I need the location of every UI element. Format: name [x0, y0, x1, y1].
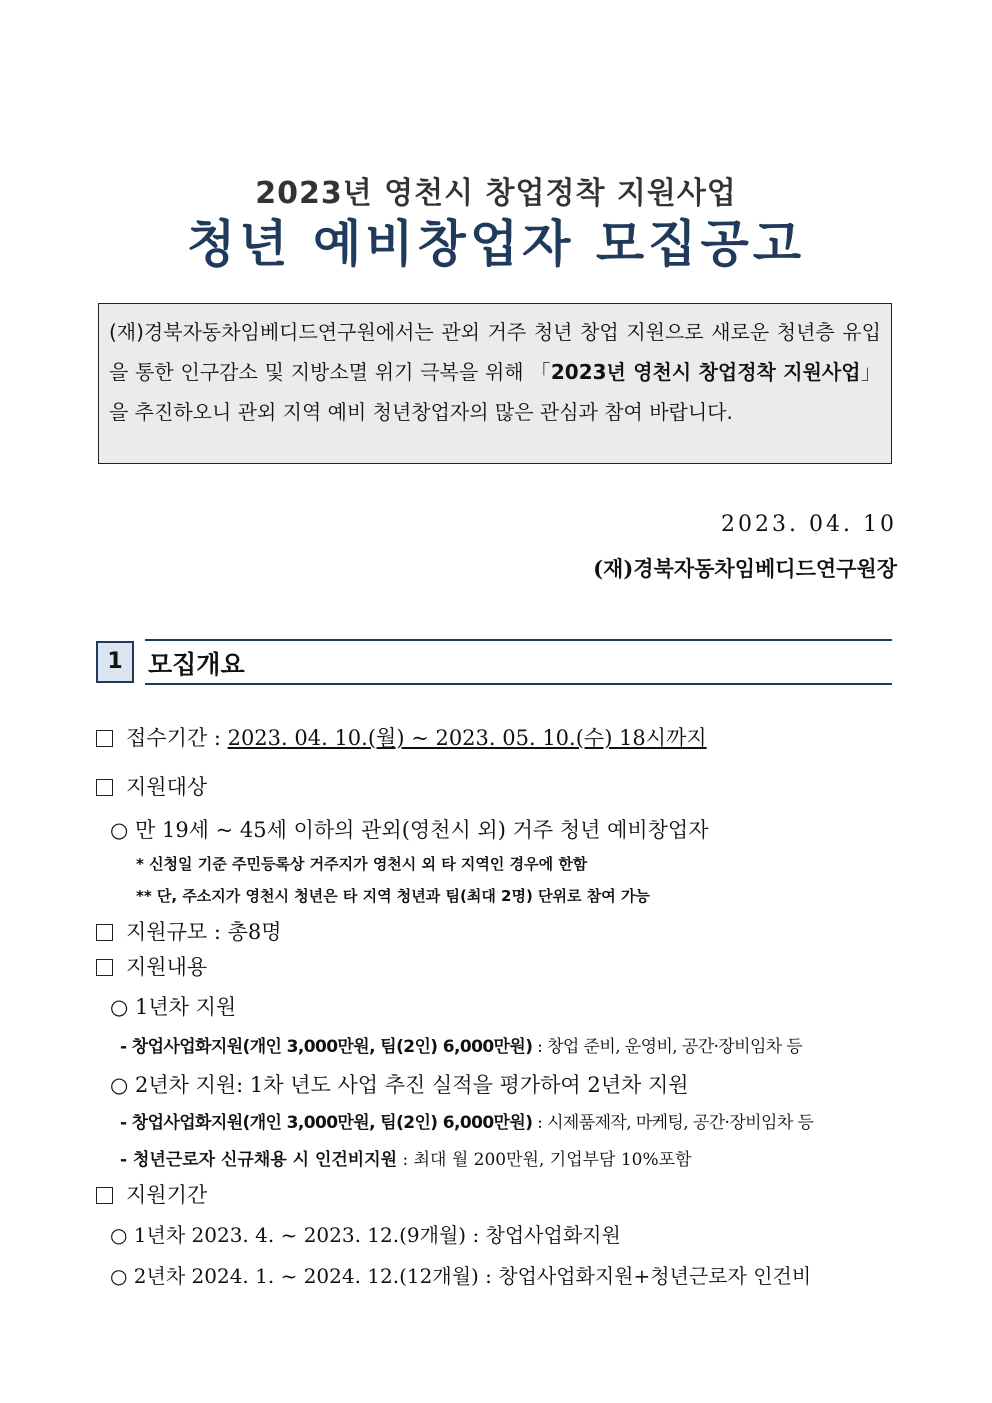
year1-detail-bold: - 창업사업화지원(개인 3,000만원, 팀(2인) 6,000만원) — [120, 1037, 533, 1057]
target-label: 지원대상 — [126, 775, 208, 799]
document-title: 청년 예비창업자 모집공고 — [186, 215, 806, 273]
support-content-row — [96, 951, 207, 981]
support-duration-row — [96, 1179, 207, 1209]
target-note-2: ** 단, 주소지가 영천시 청년은 타 지역 청년과 팀(최대 2명) 단위로 참여 가능 — [136, 887, 650, 905]
intro-text-bold: 2023년 영천시 창업정착 지원사업 — [550, 360, 861, 384]
year2-detail — [120, 1108, 813, 1133]
year1-title: ○ 1년차 지원 — [110, 995, 237, 1019]
section-divider-bottom — [145, 683, 892, 685]
checkbox-square-icon — [96, 1187, 113, 1204]
target-main: ○ 만 19세 ~ 45세 이하의 관외(영천시 외) 거주 청년 예비창업자 — [110, 818, 709, 842]
section-divider-top — [145, 639, 892, 641]
intro-text-c: 」을 추진하오니 관외 지역 예비 청년창업자의 많은 관심과 참여 바랍니다. — [109, 360, 881, 424]
year2-detail-rest: : 시제품제작, 마케팅, 공간·장비임차 등 — [532, 1113, 814, 1133]
labor-detail-rest: : 최대 월 200만원, 기업부담 10%포함 — [397, 1150, 692, 1170]
application-period-row — [96, 722, 707, 752]
labor-detail — [120, 1145, 692, 1170]
document-subtitle: 2023년 영천시 창업정착 지원사업 — [255, 176, 737, 211]
support-scale-row — [96, 916, 282, 946]
year1-detail — [120, 1032, 802, 1057]
announcement-date: 2023. 04. 10 — [721, 512, 897, 537]
year2-detail-bold: - 창업사업화지원(개인 3,000만원, 팀(2인) 6,000만원) — [120, 1113, 533, 1133]
duration-year1: ○ 1년차 2023. 4. ~ 2023. 12.(9개월) : 창업사업화지원 — [110, 1223, 621, 1247]
announcing-organization: (재)경북자동차임베디드연구원장 — [593, 556, 897, 581]
support-target-row — [96, 771, 207, 801]
year2-title: ○ 2년차 지원: 1차 년도 사업 추진 실적을 평가하여 2년차 지원 — [110, 1073, 689, 1097]
labor-detail-bold: - 청년근로자 신규채용 시 인건비지원 — [120, 1150, 398, 1170]
checkbox-square-icon — [96, 924, 113, 941]
content-label: 지원내용 — [126, 955, 208, 979]
section-number-badge: 1 — [96, 641, 134, 683]
period-label: 접수기간 : — [126, 726, 228, 750]
checkbox-square-icon — [96, 730, 113, 747]
scale-text: 지원규모 : 총8명 — [126, 920, 282, 944]
intro-box — [98, 303, 892, 464]
checkbox-square-icon — [96, 779, 113, 796]
checkbox-square-icon — [96, 959, 113, 976]
year1-detail-rest: : 창업 준비, 운영비, 공간·장비임차 등 — [532, 1037, 803, 1057]
target-note-1: * 신청일 기준 주민등록상 거주지가 영천시 외 타 지역인 경우에 한함 — [136, 855, 588, 873]
duration-year2: ○ 2년차 2024. 1. ~ 2024. 12.(12개월) : 창업사업화지원+청년근로자 인건비 — [110, 1264, 812, 1288]
section-title: 모집개요 — [148, 650, 245, 679]
intro-text-a: (재)경북자동차임베디드연구원에서는 관외 거주 청년 창업 지원으로 새로운 청년층 유입을 통한 인구감소 및 지방소멸 위기 극복을 위해 「 — [109, 320, 881, 384]
period-value: 2023. 04. 10.(월) ~ 2023. 05. 10.(수) 18시까지 — [227, 726, 707, 750]
duration-label: 지원기간 — [126, 1183, 208, 1207]
